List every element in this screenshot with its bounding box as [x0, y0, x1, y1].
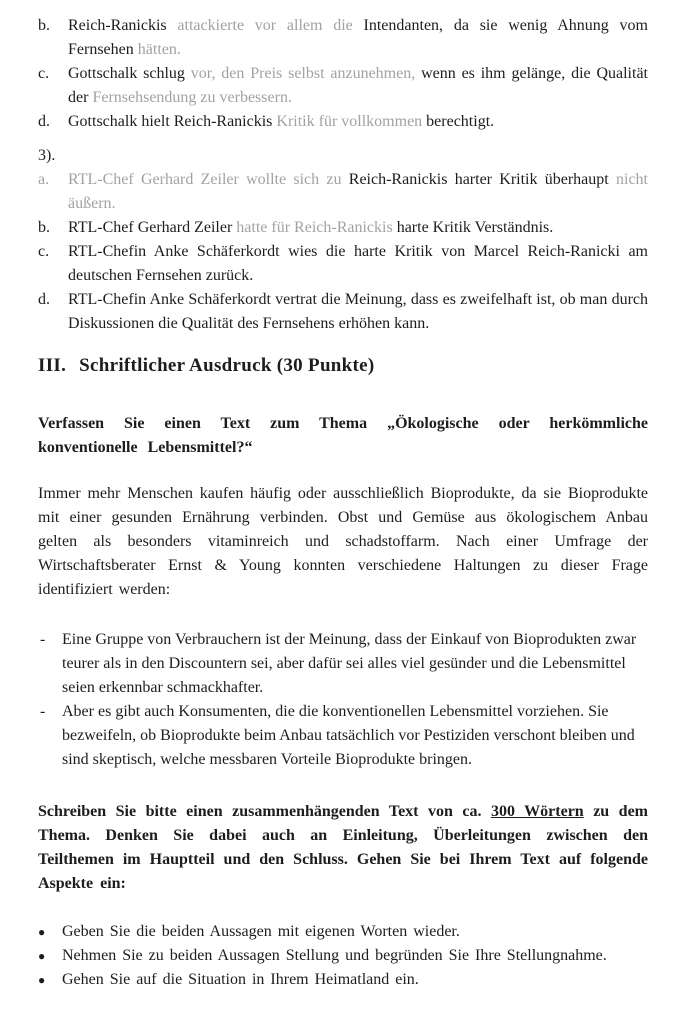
- answer-option-text: [68, 243, 648, 284]
- option-letter: b.: [38, 219, 50, 236]
- answer-option: [38, 288, 648, 336]
- text-segment: Fernsehsendung zu verbessern.: [92, 89, 292, 106]
- text-segment: Gottschalk schlug: [68, 65, 191, 82]
- text-segment: RTL-Chefin Anke Schäferkordt wies die harte Kritik von Marcel Reich-Ranicki am deutschen Fernsehen zurück.: [68, 243, 648, 284]
- instructions-text-after: zu dem Thema. Denken Sie dabei auch an Einleitung, Überleitungen zwischen den Teilthemen im Hauptteil und den Schluss. Gehen Sie bei Ihrem Text auf folgende Aspekte ein:: [38, 803, 649, 892]
- option-letter: d.: [38, 113, 50, 130]
- option-letter: c.: [38, 243, 50, 260]
- answer-option: [38, 216, 648, 240]
- instructions-paragraph: [38, 800, 648, 896]
- text-segment: Intendanten, da sie wenig Ahnung vom Fernsehen: [68, 17, 649, 58]
- dash-marker: -: [40, 631, 46, 648]
- text-segment: Kritik für vollkommen: [276, 113, 423, 130]
- option-letter: a.: [38, 171, 50, 188]
- option-letter: b.: [38, 17, 50, 34]
- aspect-item-text: Gehen Sie auf die Situation in Ihrem Heimatland ein.: [62, 971, 419, 988]
- answer-option-text: [68, 17, 648, 58]
- answer-option: [38, 168, 648, 216]
- viewpoint-item: [38, 700, 648, 772]
- question3-number: 3).: [38, 147, 56, 164]
- text-segment: hatte für Reich-Ranickis: [236, 219, 397, 236]
- text-segment: wenn es ihm gelänge, die Qualität der: [68, 65, 648, 106]
- option-letter: d.: [38, 291, 50, 308]
- answer-option: [38, 62, 648, 110]
- task-prompt: Verfassen Sie einen Text zum Thema „Ökologische oder herkömmliche konventionelle Lebensmittel?“: [38, 415, 648, 456]
- aspect-item: [38, 968, 648, 992]
- text-segment: RTL-Chef Gerhard Zeiler: [68, 219, 237, 236]
- text-segment: RTL-Chef Gerhard Zeiler wollte sich zu: [68, 171, 349, 188]
- viewpoint-item: [38, 628, 648, 700]
- text-segment: harte Kritik Verständnis.: [396, 219, 554, 236]
- aspect-item-text: Geben Sie die beiden Aussagen mit eigenen Worten wieder.: [62, 923, 460, 940]
- answer-option-text: [68, 219, 553, 236]
- intro-paragraph: Immer mehr Menschen kaufen häufig oder ausschließlich Bioprodukte, da sie Bioprodukte mit einer gesunden Ernährung verbinden. Obst und Gemüse aus ökologischem Anbau gelten als besonders vitaminreich und schadstoffarm. Nach einer Umfrage der Wirtschaftsberater Ernst & Young konnten verschiedene Haltungen zu dieser Frage identifiziert werden:: [38, 485, 648, 598]
- answer-option-text: [68, 171, 648, 212]
- answer-option-text: [68, 65, 648, 106]
- question2-options: [38, 14, 648, 134]
- viewpoint-item-text: Aber es gibt auch Konsumenten, die die konventionellen Lebensmittel vorziehen. Sie bezweifeln, ob Bioprodukte beim Anbau tatsächlich vor Pestiziden verschont bleiben und sind skeptisch, welche messbaren Vorteile Bioprodukte bringen.: [62, 703, 635, 768]
- viewpoints-list: [38, 628, 648, 772]
- text-segment: vor, den Preis selbst anzunehmen,: [190, 65, 416, 82]
- bullet-marker: ●: [38, 949, 46, 963]
- text-segment: berechtigt.: [422, 113, 495, 130]
- text-segment: Reich-Ranickis harter Kritik überhaupt: [348, 171, 616, 188]
- answer-option: [38, 110, 648, 134]
- answer-option-text: [68, 113, 494, 130]
- dash-marker: -: [40, 703, 46, 720]
- answer-option-text: [68, 291, 648, 332]
- aspect-item: [38, 920, 648, 944]
- text-segment: nicht äußern.: [68, 171, 648, 212]
- text-segment: hätten.: [137, 41, 181, 58]
- option-letter: c.: [38, 65, 50, 82]
- text-segment: attackierte vor allem die: [177, 17, 353, 34]
- word-count-requirement: 300 Wörtern: [490, 803, 584, 820]
- section-heading: [38, 352, 648, 380]
- question3-options: [38, 168, 648, 336]
- text-segment: Reich-Ranickis: [68, 17, 178, 34]
- answer-option: [38, 14, 648, 62]
- text-segment: RTL-Chefin Anke Schäferkordt vertrat die Meinung, dass es zweifelhaft ist, ob man durch Diskussionen die Qualität des Fernsehens erhöhen kann.: [68, 291, 648, 332]
- bullet-marker: ●: [38, 925, 46, 939]
- aspect-item-text: Nehmen Sie zu beiden Aussagen Stellung und begründen Sie Ihre Stellungnahme.: [62, 947, 607, 964]
- answer-option: [38, 240, 648, 288]
- viewpoint-item-text: Eine Gruppe von Verbrauchern ist der Meinung, dass der Einkauf von Bioprodukten zwar teurer als in den Discountern sei, aber dafür sei alles viel gesünder und die Lebensmittel seien erkennbar schmackhafter.: [62, 631, 637, 696]
- text-segment: Gottschalk hielt Reich-Ranickis: [68, 113, 277, 130]
- section-number: III.: [38, 355, 67, 376]
- section-title: Schriftlicher Ausdruck (30 Punkte): [79, 355, 375, 376]
- instructions-text-before: Schreiben Sie bitte einen zusammenhängenden Text von ca.: [38, 803, 491, 820]
- bullet-marker: ●: [38, 973, 46, 987]
- aspect-item: [38, 944, 648, 968]
- aspects-list: [38, 920, 648, 992]
